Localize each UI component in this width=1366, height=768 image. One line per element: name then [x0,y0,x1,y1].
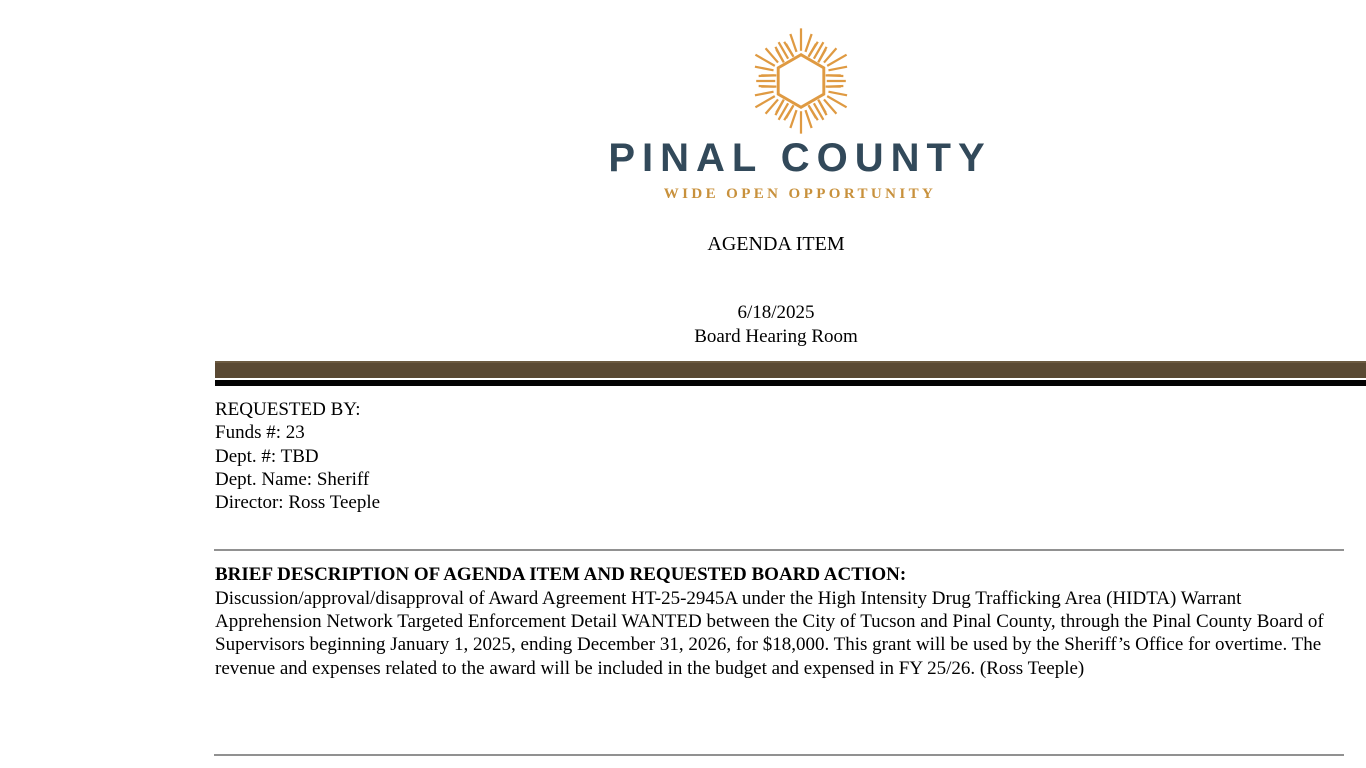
director-name: Director: Ross Teeple [215,492,381,514]
meeting-location: Board Hearing Room [694,326,858,347]
dept-number: Dept. #: TBD [215,445,319,467]
brand-name: PINAL COUNTY [608,136,992,180]
requested-by-label: REQUESTED BY: [215,399,361,420]
funds-number: Funds #: 23 [215,422,305,444]
section-divider-bottom [214,754,1344,756]
brown-separator-bar [215,361,1366,378]
dept-name: Dept. Name: Sheriff [215,468,370,490]
brief-description-body: Discussion/approval/disapproval of Award Agreement HT-25-2945A under the High Intensity Drug Trafficking Area (HIDTA) Warrant Apprehension Network Targeted Enforcement Detail WANTED between the City of Tucson and Pinal County, through the Pinal County Board of Supervisors beginning January 1, 2025, ending December 31, 2026, for $18,000. This grant will be used by the Sheriff’s Office for overtime. The revenue and expenses related to the award will be included in the budget and expensed in FY 25/26. (Ross Teeple) [215,588,1324,679]
black-separator-bar [215,380,1366,386]
requested-by-block [215,398,380,514]
pinal-county-sunburst-logo-icon [745,25,857,137]
document-title: AGENDA ITEM [707,233,845,255]
brief-description-heading: BRIEF DESCRIPTION OF AGENDA ITEM AND REQUESTED BOARD ACTION: [215,564,907,585]
meeting-date: 6/18/2025 [737,302,815,323]
brand-tagline: WIDE OPEN OPPORTUNITY [663,186,937,202]
section-divider-top [214,549,1344,551]
